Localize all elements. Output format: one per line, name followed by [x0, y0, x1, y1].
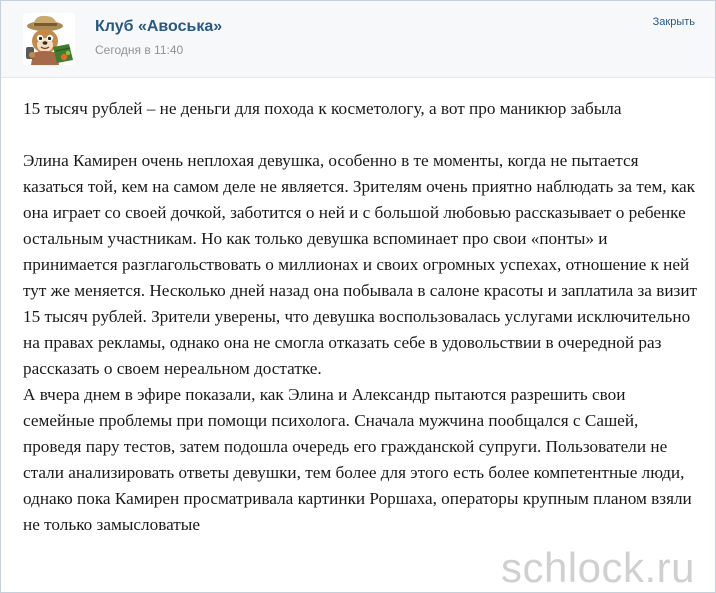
- group-avatar[interactable]: [23, 13, 75, 65]
- watermark: schlock.ru: [500, 544, 695, 591]
- post-title: 15 тысяч рублей – не деньги для похода к косметологу, а вот про маникюр забыла: [23, 99, 622, 118]
- post-timestamp: Сегодня в 11:40: [95, 43, 184, 57]
- group-name-link[interactable]: Клуб «Авоська»: [95, 18, 223, 35]
- cartoon-animal-avatar-icon: [23, 13, 75, 65]
- post-header: [1, 1, 715, 78]
- post-paragraph: Элина Камирен очень неплохая девушка, особенно в те моменты, когда не пытается казаться той, кем на самом деле не является. Зрителям очень приятно наблюдать за тем, как она играет со своей дочкой, заботится о ней и с большой любовью рассказывает о ребенке остальным участникам. Но как только девушка вспоминает про свои «понты» и принимается разглагольствовать о миллионах и своих огромных успехах, отношение к ней тут же меняется. Несколько дней назад она побывала в салоне красоты и заплатила за визит 15 тысяч рублей. Зрители уверены, что девушка воспользовалась услугами исключительно на правах рекламы, однако она не смогла отказать себе в удовольствии в очередной раз рассказать о своем нереальном достатке.: [23, 151, 698, 378]
- post-paragraph: А вчера днем в эфире показали, как Элина и Александр пытаются разрешить свои семейные проблемы при помощи психолога. Сначала мужчина пообщался с Сашей, проведя пару тестов, затем подошла очередь его гражданской супруги. Пользователи не стали анализировать ответы девушки, тем более для этого есть более компетентные люди, однако пока Камирен просматривала картинки Роршаха, операторы крупным планом взяли не только замысловатые: [23, 385, 692, 534]
- close-button[interactable]: Закрыть: [652, 16, 695, 28]
- post-body: [23, 96, 699, 538]
